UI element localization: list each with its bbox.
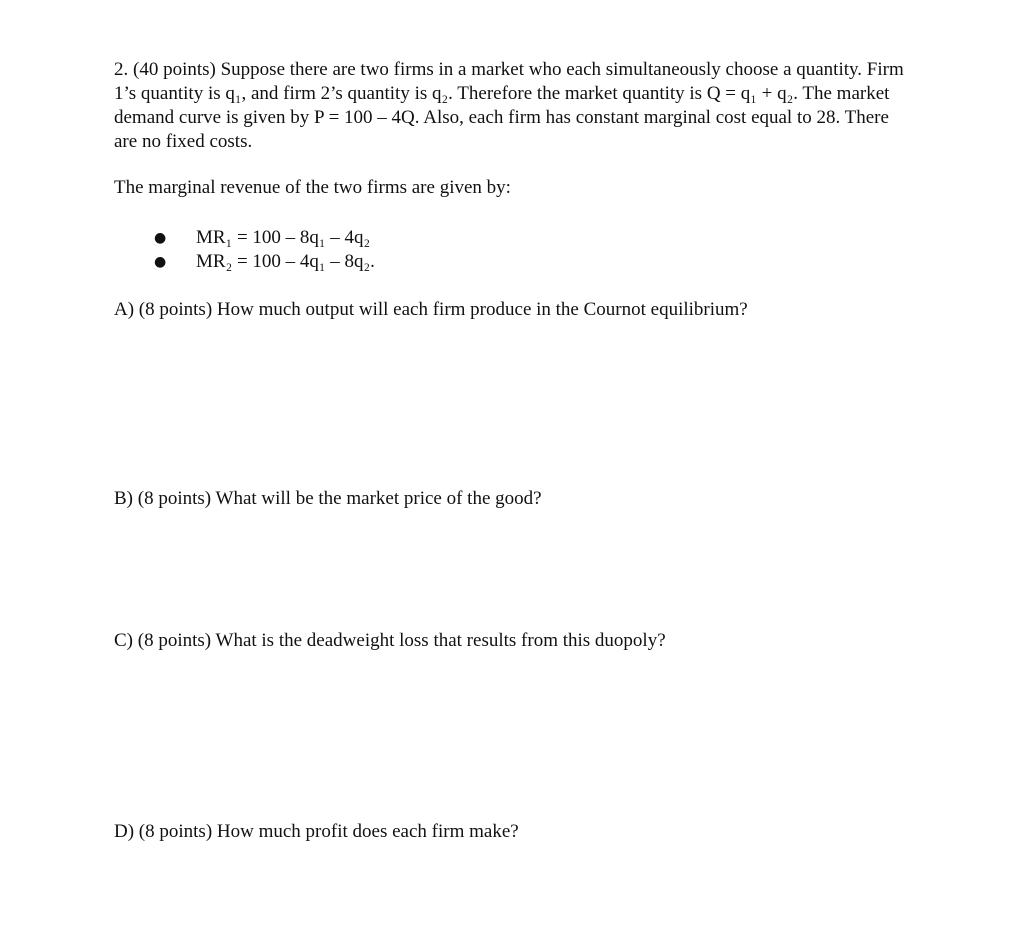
question-b: B) (8 points) What will be the market price of the good? <box>114 488 542 509</box>
marginal-revenue-lead: The marginal revenue of the two firms are given by: <box>114 177 511 198</box>
question-d: D) (8 points) How much profit does each firm make? <box>114 821 519 842</box>
mr1-equation: MR₁ = 100 – 8q₁ – 4q₂ <box>196 227 371 248</box>
mr2-equation: MR₂ = 100 – 4q₁ – 8q₂. <box>196 251 375 272</box>
question-a: A) (8 points) How much output will each firm produce in the Cournot equilibrium? <box>114 299 748 320</box>
bullet-icon: ● <box>154 230 167 246</box>
problem-statement <box>114 58 914 154</box>
question-c: C) (8 points) What is the deadweight loss that results from this duopoly? <box>114 630 666 651</box>
bullet-icon: ● <box>154 254 167 270</box>
problem-intro-text: 2. (40 points) Suppose there are two firms in a market who each simultaneously choose a quantity. Firm 1’s quantity is q₁, and firm 2’s quantity is q₂. Therefore the market quantity is Q = q₁ + q₂. The market demand curve is given by P = 100 – 4Q. Also, each firm has constant marginal cost equal to 28. There are no fixed costs. <box>114 59 904 152</box>
